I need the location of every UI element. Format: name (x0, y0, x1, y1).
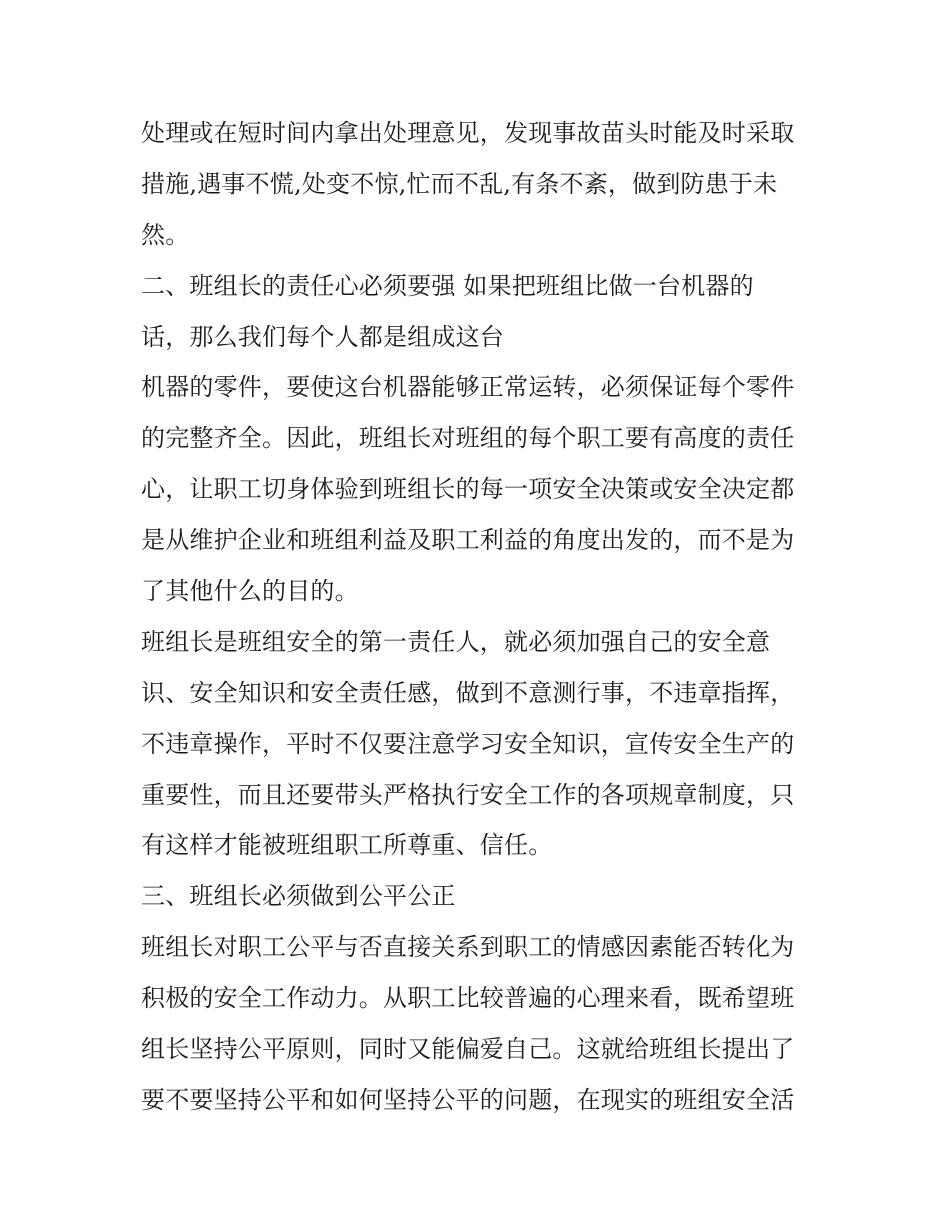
section-heading-3: 三、班组长必须做到公平公正 (141, 882, 456, 911)
text-line: 识、安全知识和安全责任感，做到不意测行事，不违章指挥， (141, 678, 795, 707)
text-line: 班组长是班组安全的第一责任人，就必须加强自己的安全意 (141, 627, 771, 656)
text-line: 不违章操作，平时不仅要注意学习安全知识，宣传安全生产的 (141, 729, 795, 758)
text-line: 积极的安全工作动力。从职工比较普遍的心理来看，既希望班 (141, 984, 795, 1013)
text-line: 措施,遇事不慌,处变不惊,忙而不乱,有条不紊，做到防患于未 (141, 169, 778, 198)
text-line: 了其他什么的目的。 (141, 577, 359, 606)
text-line: 组长坚持公平原则，同时又能偏爱自己。这就给班组长提出了 (141, 1035, 795, 1064)
text-line: 话，那么我们每个人都是组成这台 (141, 322, 504, 351)
text-line: 要不要坚持公平和如何坚持公平的问题，在现实的班组安全活 (141, 1085, 795, 1114)
text-line: 的完整齐全。因此，班组长对班组的每个职工要有高度的责任 (141, 424, 795, 453)
text-line: 机器的零件，要使这台机器能够正常运转，必须保证每个零件 (141, 373, 795, 402)
text-line: 然。 (141, 220, 190, 249)
text-line: 班组长对职工公平与否直接关系到职工的情感因素能否转化为 (141, 933, 795, 962)
text-line: 处理或在短时间内拿出处理意见，发现事故苗头时能及时采取 (141, 119, 795, 147)
text-line: 是从维护企业和班组利益及职工利益的角度出发的，而不是为 (141, 526, 795, 555)
text-line: 重要性，而且还要带头严格执行安全工作的各项规章制度，只 (141, 780, 795, 809)
document-body (141, 108, 821, 1126)
text-line: 心，让职工切身体验到班组长的每一项安全决策或安全决定都 (141, 475, 795, 504)
text-line: 有这样才能被班组职工所尊重、信任。 (141, 831, 553, 860)
section-heading-2: 二、班组长的责任心必须要强 如果把班组比做一台机器的 (141, 271, 754, 300)
